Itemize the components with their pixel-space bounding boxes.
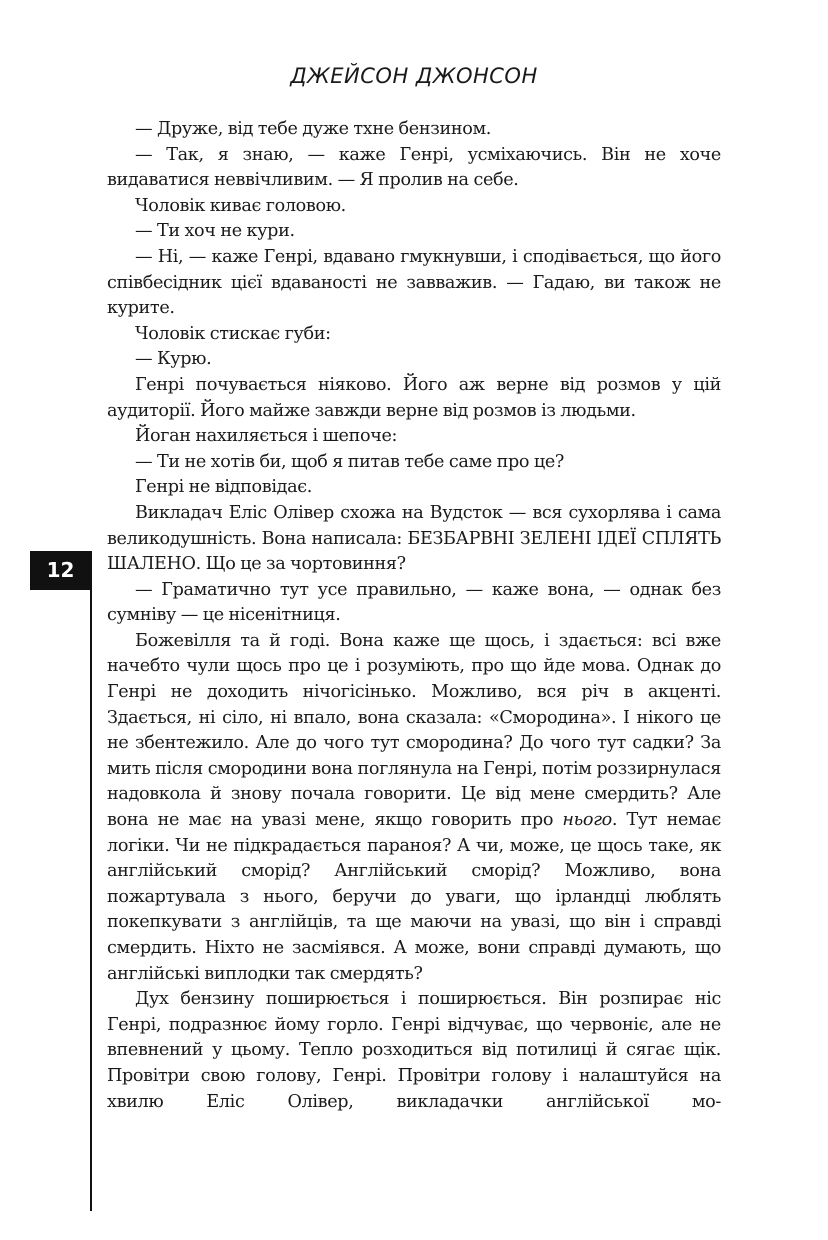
paragraph: — Ти хоч не кури. xyxy=(135,221,295,242)
paragraph-text: Божевілля та й годі. Вона каже ще щось, і здається: всі вже начебто чули щось про це і розуміють, про що йде мова. Однак до Генрі не доходить нічогісінько. Можливо, вся річ в акценті. Здається, ні сіло, ні впало, вона сказала: «Смородина». І нікого це не збентежило. Але до чого тут смородина? До чого тут садки? За мить після смородини вона поглянула на Генрі, потім роззирнулася надовкола й знову почала говорити. Це від мене смердить? Але вона не має на увазі мене, якщо говорить про xyxy=(107,630,721,831)
emphasized-word: нього xyxy=(562,810,612,831)
paragraph-with-emphasis xyxy=(107,629,721,987)
paragraph: Йоган нахиляється і шепоче: xyxy=(135,426,398,447)
paragraph: Генрі не відповідає. xyxy=(135,477,312,498)
paragraph-text: . Тут немає логіки. Чи не підкрадається параноя? А чи, може, це щось таке, як англійський сморід? Англійський сморід? Можливо, вона пожартувала з нього, беручи до уваги, що ірландці люблять покепкувати з англійців, та ще маючи на увазі, що він і справді смердить. Ніхто не засміявся. А може, вони справді думають, що англійські виплодки так смердять? xyxy=(107,810,721,984)
paragraph: Чоловік стискає губи: xyxy=(135,323,331,344)
paragraph: — Так, я знаю, — каже Генрі, усміхаючись. Він не хоче видаватися неввічливим. — Я пролив на себе. xyxy=(107,144,721,191)
final-paragraph: Дух бензину поширюється і поширюється. Він розпирає ніс Генрі, подразнює йому горло. Генрі відчуває, що червоніє, але не впевнений у цьому. Тепло розходиться від потилиці й сягає щік. Провітри свою голову, Генрі. Провітри голову і налаштуйся на хвилю Еліс Олівер, викладачки англійської мо- xyxy=(107,989,721,1112)
paragraph: Генрі почувається ніяково. Його аж верне від розмов у цій аудиторії. Його майже завжди верне від розмов із людьми. xyxy=(107,374,721,421)
paragraph: — Курю. xyxy=(135,349,212,370)
paragraph: Чоловік киває головою. xyxy=(135,195,346,216)
paragraph: — Ні, — каже Генрі, вдавано гмукнувши, і сподівається, що його співбесідник цієї вдаваності не завважив. — Гадаю, ви також не курите. xyxy=(107,246,721,319)
body-text xyxy=(107,117,721,1115)
paragraph: — Граматично тут усе правильно, — каже вона, — однак без сумніву — це нісенітниця. xyxy=(107,579,721,626)
paragraph: — Друже, від тебе дуже тхне бензином. xyxy=(135,119,492,139)
paragraph: — Ти не хотів би, щоб я питав тебе саме про це? xyxy=(135,451,565,472)
paragraph: Викладач Еліс Олівер схожа на Вудсток — вся сухорлява і сама великодушність. Вона написала: БЕЗБАРВНІ ЗЕЛЕНІ ІДЕЇ СПЛЯТЬ ШАЛЕНО. Що це за чортовиння? xyxy=(107,502,721,575)
running-head: ДЖЕЙСОН ДЖОНСОН xyxy=(290,64,538,88)
page-number: 12 xyxy=(30,551,91,590)
margin-rule xyxy=(90,551,92,1211)
